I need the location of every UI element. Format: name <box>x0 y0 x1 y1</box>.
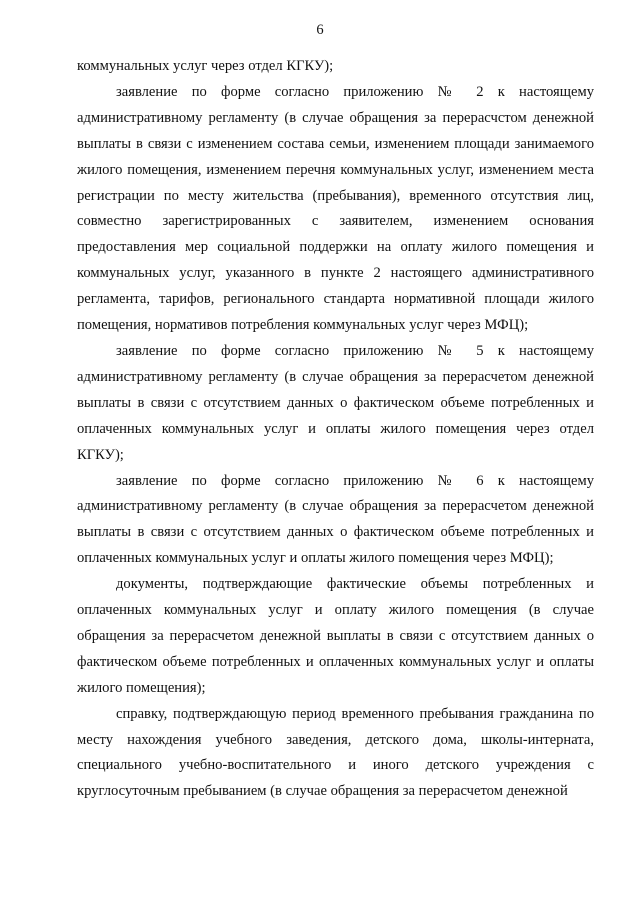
paragraph-residence-certificate: справку, подтверждающую период временного пребывания гражданина по месту нахождения учебного заведения, детского дома, школы-интерната, специального учебно-воспитательного и иного детского учреждения с круглосуточным пребыванием (в случае обращения за перерасчетом денежной <box>77 705 594 800</box>
document-body <box>77 54 594 805</box>
paragraph-application-form-6: заявление по форме согласно приложению № 6 к настоящему административному регламенту (в случае обращения за перерасчетом денежной выплаты в связи с отсутствием данных о фактическом объеме потребленных и оплаченных коммунальных услуг и оплаты жилого помещения через МФЦ); <box>77 472 594 567</box>
paragraph-application-form-2: заявление по форме согласно приложению № 2 к настоящему административному регламенту (в случае обращения за перерасчстом денежной выплаты в связи с изменением состава семьи, изменением площади занимаемого жилого помещения, изменением перечня коммунальных услуг, изменением места регистрации по месту жительства (пребывания), временного отсутствия лиц, совместно зарегистрированных с заявителем, изменением основания предоставления мер социальной поддержки на оплату жилого помещения и коммунальных услуг, указанного в пункте 2 настоящего административного регламента, тарифов, регионального стандарта нормативной площади жилого помещения, нормативов потребления коммунальных услуг через МФЦ); <box>77 83 594 334</box>
page-number: 6 <box>316 22 324 38</box>
paragraph-consumption-documents: документы, подтверждающие фактические объемы потребленных и оплаченных коммунальных услуг и оплату жилого помещения (в случае обращения за перерасчетом денежной выплаты в связи с отсутствием данных о фактическом объеме потребленных и оплаченных коммунальных услуг и оплаты жилого помещения); <box>77 576 594 696</box>
paragraph-application-form-5: заявление по форме согласно приложению № 5 к настоящему административному регламенту (в случае обращения за перерасчетом денежной выплаты в связи с отсутствием данных о фактическом объеме потребленных и оплаченных коммунальных услуг и оплаты жилого помещения через отдел КГКУ); <box>77 342 594 463</box>
paragraph-continuation: коммунальных услуг через отдел КГКУ); <box>77 58 334 74</box>
